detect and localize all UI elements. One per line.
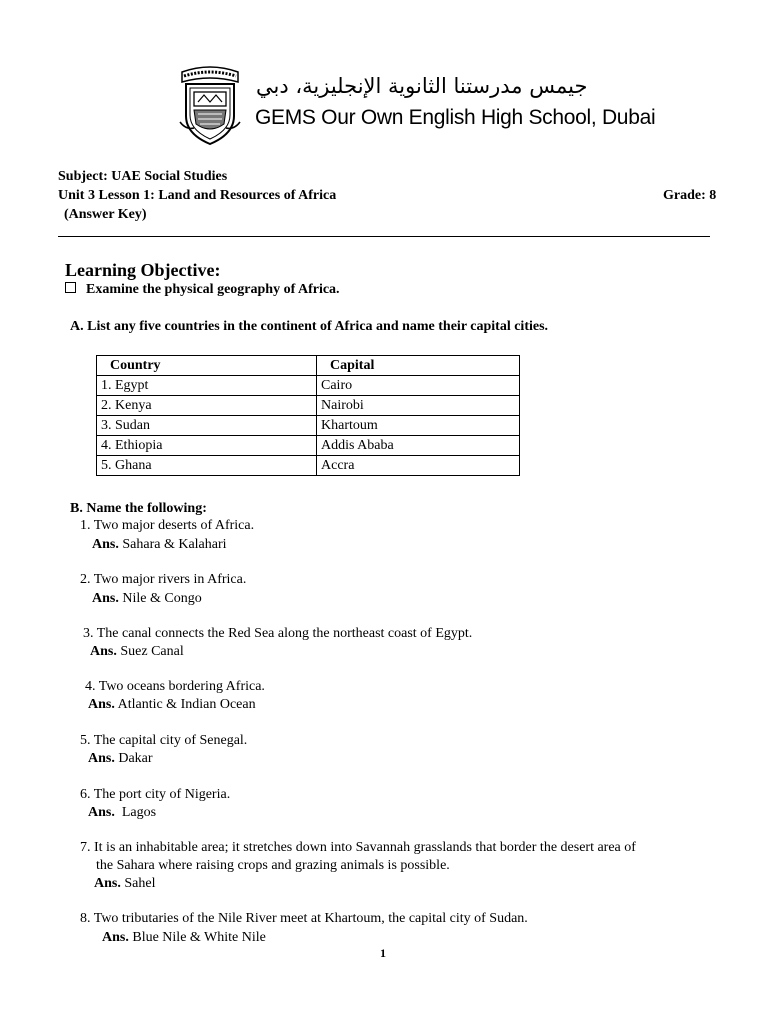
answer-6 (88, 805, 156, 821)
country-cell: 2. Kenya (97, 396, 317, 416)
ans-label: Ans. (90, 644, 117, 659)
answer-text: Sahel (120, 876, 156, 891)
table-row (97, 396, 520, 416)
question-7: 7. It is an inhabitable area; it stretches down into Savannah grasslands that border the desert area of (80, 840, 636, 855)
table-row (97, 376, 520, 396)
capital-cell: Accra (317, 456, 520, 476)
ans-label: Ans. (88, 751, 115, 766)
answer-1 (92, 537, 227, 553)
answer-text: Atlantic & Indian Ocean (114, 697, 256, 712)
column-header-country: Country (97, 356, 317, 376)
answer-4 (88, 697, 256, 713)
ans-label: Ans. (92, 591, 119, 606)
section-b-heading: B. Name the following: (70, 501, 207, 516)
objective-item (65, 282, 340, 298)
school-name-arabic: جيمس مدرستنا الثانوية الإنجليزية، دبي (256, 74, 588, 98)
page-number: 1 (380, 946, 386, 960)
capital-cell: Khartoum (317, 416, 520, 436)
country-cell: 1. Egypt (97, 376, 317, 396)
answer-text: Nile & Congo (118, 591, 202, 606)
answer-3 (90, 644, 184, 660)
table-row (97, 416, 520, 436)
table-row (97, 456, 520, 476)
question-1: 1. Two major deserts of Africa. (80, 518, 255, 533)
answer-2 (92, 591, 202, 607)
answer-text: Sahara & Kalahari (118, 537, 227, 552)
ans-label: Ans. (92, 537, 119, 552)
capital-cell: Cairo (317, 376, 520, 396)
question-7-continued: the Sahara where raising crops and grazing animals is possible. (96, 858, 450, 873)
ans-label: Ans. (102, 930, 129, 945)
section-a-question: A. List any five countries in the continent of Africa and name their capital cities. (70, 319, 549, 334)
table-row (97, 436, 520, 456)
answer-text: Blue Nile & White Nile (128, 930, 266, 945)
countries-capitals-table (96, 355, 520, 476)
column-header-capital: Capital (317, 356, 520, 376)
grade-label: Grade: 8 (663, 188, 717, 203)
subject-line: Subject: UAE Social Studies (58, 169, 228, 184)
question-5: 5. The capital city of Senegal. (80, 733, 248, 748)
ans-label: Ans. (88, 805, 115, 820)
question-4: 4. Two oceans bordering Africa. (85, 679, 265, 694)
answer-7 (94, 876, 155, 892)
school-crest-logo (176, 64, 244, 148)
question-2: 2. Two major rivers in Africa. (80, 572, 247, 587)
question-6: 6. The port city of Nigeria. (80, 787, 231, 802)
learning-objective-heading: Learning Objective: (65, 260, 221, 280)
question-3: 3. The canal connects the Red Sea along the northeast coast of Egypt. (83, 626, 473, 641)
country-cell: 5. Ghana (97, 456, 317, 476)
answer-text: Suez Canal (116, 644, 184, 659)
question-8: 8. Two tributaries of the Nile River meet at Khartoum, the capital city of Sudan. (80, 911, 528, 926)
country-cell: 4. Ethiopia (97, 436, 317, 456)
unit-lesson-line: Unit 3 Lesson 1: Land and Resources of Africa (58, 188, 337, 203)
capital-cell: Addis Ababa (317, 436, 520, 456)
table-header-row (97, 356, 520, 376)
ans-label: Ans. (88, 697, 115, 712)
capital-cell: Nairobi (317, 396, 520, 416)
school-name-english: GEMS Our Own English High School, Dubai (255, 106, 656, 129)
checkbox-icon (65, 282, 76, 293)
ans-label: Ans. (94, 876, 121, 891)
country-cell: 3. Sudan (97, 416, 317, 436)
answer-5 (88, 751, 153, 767)
objective-text: Examine the physical geography of Africa. (86, 282, 340, 297)
answer-key-label: (Answer Key) (64, 207, 147, 222)
answer-text: Lagos (114, 805, 157, 820)
header-divider (58, 236, 710, 237)
answer-text: Dakar (114, 751, 153, 766)
answer-8 (102, 930, 266, 946)
